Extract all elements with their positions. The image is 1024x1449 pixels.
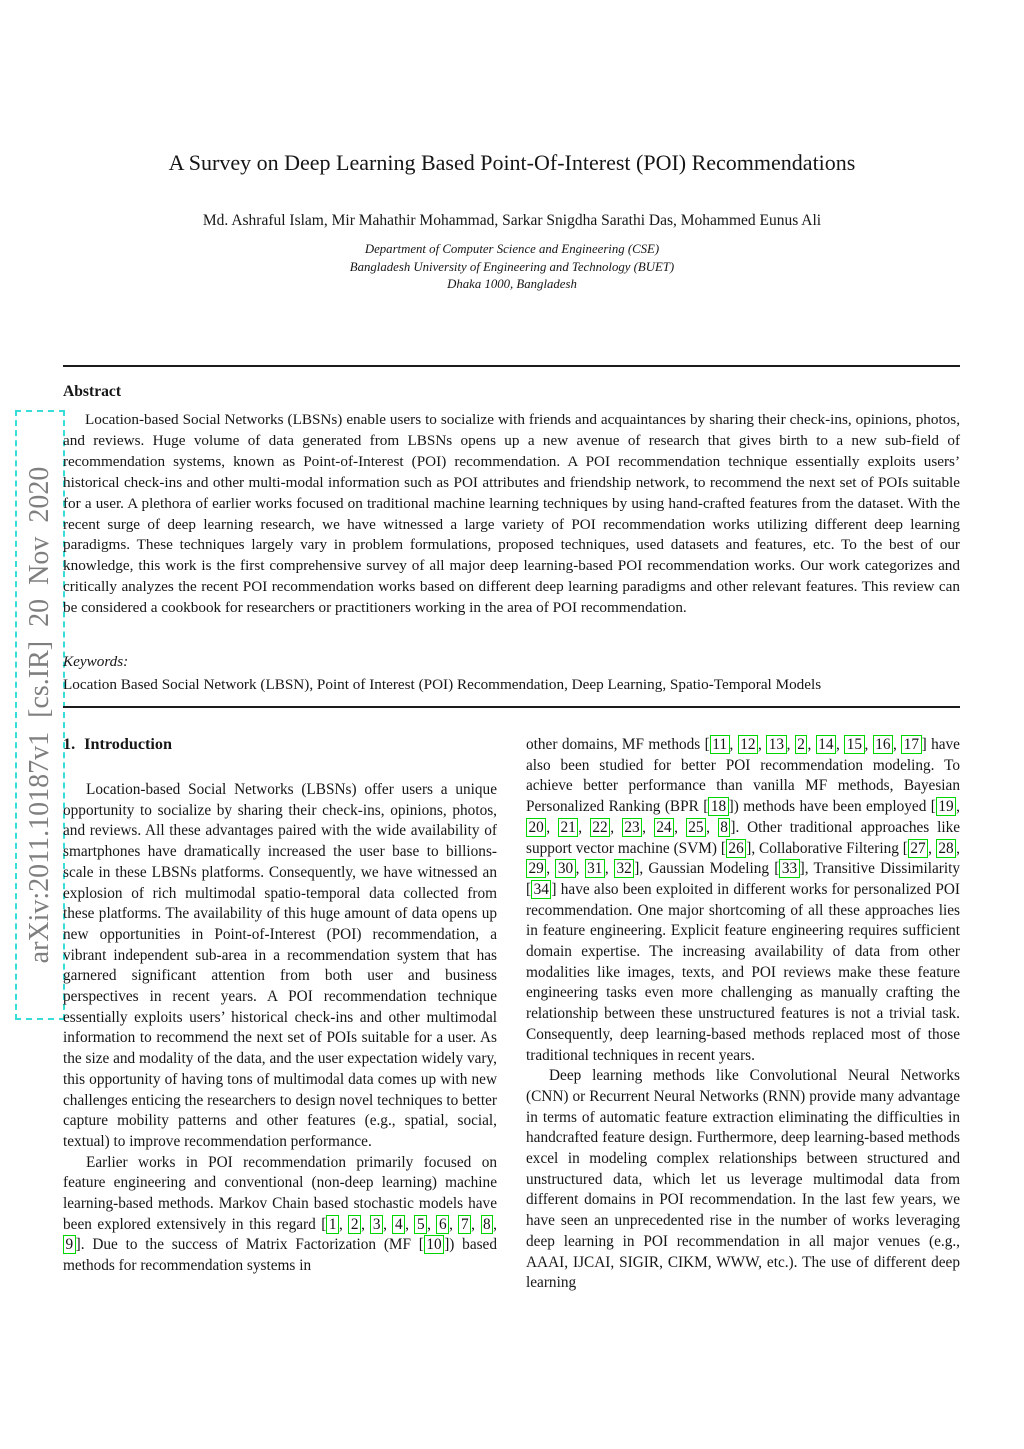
affiliation-block: [0, 241, 1024, 294]
right-column-paragraphs: [526, 735, 960, 1294]
citation-link[interactable]: 33: [779, 859, 799, 878]
citation-link[interactable]: 7: [458, 1215, 471, 1234]
affiliation-address: Dhaka 1000, Bangladesh: [447, 277, 577, 291]
citation-link[interactable]: 28: [936, 839, 956, 858]
arxiv-stamp-link-border: [15, 410, 65, 1020]
keywords-text: Location Based Social Network (LBSN), Point of Interest (POI) Recommendation, Deep Learning, Spatio-Temporal Models: [63, 676, 822, 693]
affiliation-university: Bangladesh University of Engineering and Technology (BUET): [349, 259, 675, 274]
citation-link[interactable]: 26: [726, 839, 746, 858]
section-heading-introduction: [63, 735, 497, 754]
affiliation-department: Department of Computer Science and Engineering (CSE): [364, 242, 660, 256]
citation-link[interactable]: 2: [795, 735, 808, 754]
citation-link[interactable]: 30: [555, 859, 575, 878]
citation-link[interactable]: 1: [326, 1215, 339, 1234]
citation-link[interactable]: 27: [908, 839, 928, 858]
author-list: Md. Ashraful Islam, Mir Mahathir Mohammad, Sarkar Snigdha Sarathi Das, Mohammed Eunus Ali: [202, 212, 822, 229]
abstract-top-rule: [63, 365, 960, 367]
left-column: [63, 735, 497, 1294]
frontmatter-bottom-rule: [63, 706, 960, 708]
citation-link[interactable]: 18: [708, 797, 728, 816]
abstract-text: Location-based Social Networks (LBSNs) enable users to socialize with friends and acquaintances by sharing their check-ins, opinions, photos, and reviews. Huge volume of data generated from LBSNs opens up a new avenue of research that gives birth to a new sub-field of recommendation systems, known as Point-of-Interest (POI) recommendation. A POI recommendation technique essentially exploits users’ historical check-ins and other multi-modal information such as POI attributes and friendship network, to recommend the next set of POIs suitable for a user. A plethora of earlier works focused on traditional machine learning techniques by using hand-crafted features from the dataset. With the recent surge of deep learning research, we have witnessed a large variety of POI recommendation works utilizing different deep learning paradigms. These techniques largely vary in problem formulations, proposed techniques, used datasets and features, etc. To the best of our knowledge, this work is the first comprehensive survey of all major deep learning-based POI recommendation works. Our work categorizes and critically analyzes the recent POI recommendation works based on different deep learning paradigms and other relevant features. This review can be considered a cookbook for researchers or practitioners working in the area of POI recommendation.: [63, 411, 960, 617]
citation-link[interactable]: 15: [844, 735, 864, 754]
arxiv-stamp-text[interactable]: arXiv:2011.10187v1 [cs.IR] 20 Nov 2020: [24, 466, 55, 964]
citation-link[interactable]: 8: [718, 818, 731, 837]
citation-link[interactable]: 20: [526, 818, 546, 837]
citation-link[interactable]: 3: [370, 1215, 383, 1234]
citation-link[interactable]: 4: [392, 1215, 405, 1234]
citation-link[interactable]: 2: [348, 1215, 361, 1234]
right-column: [526, 735, 960, 1294]
citation-link[interactable]: 6: [436, 1215, 449, 1234]
citation-link[interactable]: 10: [424, 1235, 444, 1254]
paragraph: Earlier works in POI recommendation primarily focused on feature engineering and conventional (non-deep learning) machine learning-based methods. Markov Chain based stochastic models have been explored extensively in this regard [ 1 , 2 , 3 , 4 , 5 , 6 , 7 , 8 , 9 ]. Due to the success of Matrix Factorization (MF [ 10 ]) based methods for recommendation systems in: [63, 1153, 497, 1275]
citation-link[interactable]: 29: [526, 859, 546, 878]
citation-link[interactable]: 21: [558, 818, 578, 837]
citation-link[interactable]: 24: [654, 818, 674, 837]
citation-link[interactable]: 8: [481, 1215, 494, 1234]
paragraph: Location-based Social Networks (LBSNs) offer users a unique opportunity to socialize by sharing their check-ins, opinions, photos, and reviews. All these advantages paired with the wide availability of smartphones have dramatically increased the user base to billions-scale in these LBSNs platforms. Consequently, we have witnessed an explosion of rich multimodal spatio-temporal data collected from these platforms. The availability of this huge amount of data opens up new opportunities in Point-of-Interest (POI) recommendation, a vibrant independent sub-area in a recommendation system that has garnered significant attention from both user and business perspectives in recent years. A POI recommendation technique essentially exploits users’ historical check-ins and other multimodal information to recommend the next set of POIs suitable for a user. As the size and modality of the data, and the user expectation widely vary, this opportunity of having tons of multimodal data comes up with new challenges enticing the researchers to design novel techniques to better capture mobility patterns and other features (e.g., spatial, social, textual) to improve recommendation performance.: [63, 781, 497, 1150]
citation-link[interactable]: 34: [531, 880, 551, 899]
citation-link[interactable]: 11: [710, 735, 730, 754]
left-column-paragraphs: [63, 780, 497, 1277]
citation-link[interactable]: 17: [901, 735, 921, 754]
section-number: 1.: [63, 735, 76, 753]
citation-link[interactable]: 25: [686, 818, 706, 837]
paragraph: other domains, MF methods [ 11 , 12 , 13 , 2 , 14 , 15 , 16 , 17 ] have also been studied for better POI recommendation modeling. To achieve better performance than vanilla MF methods, Bayesian Personalized Ranking (BPR [ 18 ]) methods have been employed [ 19 , 20 , 21 , 22 , 23 , 24 , 25 , 8 ]. Other traditional approaches like support vector machine (SVM) [ 26 ], Collaborative Filtering [ 27 , 28 , 29 , 30 , 31 , 32 ], Gaussian Modeling [ 33 ], Transitive Dissimilarity [ 34 ] have also been exploited in different works for personalized POI recommendation. One major shortcoming of all these approaches lies in feature engineering. Explicit feature engineering requires sufficient domain expertise. The increasing availability of data from other modalities like images, texts, and POI reviews make these feature engineering tasks even more challenging as manually crafting the relationship between these unstructured features is not a trivial task. Consequently, deep learning-based methods replaced most of those traditional techniques in recent years.: [526, 736, 961, 1064]
paper-title: A Survey on Deep Learning Based Point-Of-Interest (POI) Recommendations: [168, 150, 856, 175]
citation-link[interactable]: 23: [622, 818, 642, 837]
citation-link[interactable]: 12: [738, 735, 758, 754]
citation-link[interactable]: 14: [816, 735, 836, 754]
citation-link[interactable]: 31: [585, 859, 605, 878]
keywords-heading: Keywords:: [63, 653, 129, 670]
abstract-heading: Abstract: [63, 383, 122, 400]
citation-link[interactable]: 22: [590, 818, 610, 837]
citation-link[interactable]: 19: [936, 797, 956, 816]
section-title: Introduction: [84, 735, 172, 753]
citation-link[interactable]: 32: [614, 859, 634, 878]
citation-link[interactable]: 16: [873, 735, 893, 754]
citation-link[interactable]: 13: [766, 735, 786, 754]
citation-link[interactable]: 5: [414, 1215, 427, 1234]
paragraph: Deep learning methods like Convolutional Neural Networks (CNN) or Recurrent Neural Networks (RNN) provide many advantage in terms of automatic feature extraction eliminating the difficulties in handcrafted feature design. Furthermore, deep learning-based methods excel in modeling complex relationships between structured and unstructured data, which let us leverage multimodal data from different domains in POI recommendation. In the last few years, we have seen an unprecedented rise in the number of works leveraging deep learning in POI recommendation in all major venues (e.g., AAAI, IJCAI, SIGIR, CIKM, WWW, etc.). The use of different deep learning: [526, 1067, 960, 1292]
two-column-body: [63, 735, 960, 1294]
citation-link[interactable]: 9: [63, 1235, 76, 1254]
